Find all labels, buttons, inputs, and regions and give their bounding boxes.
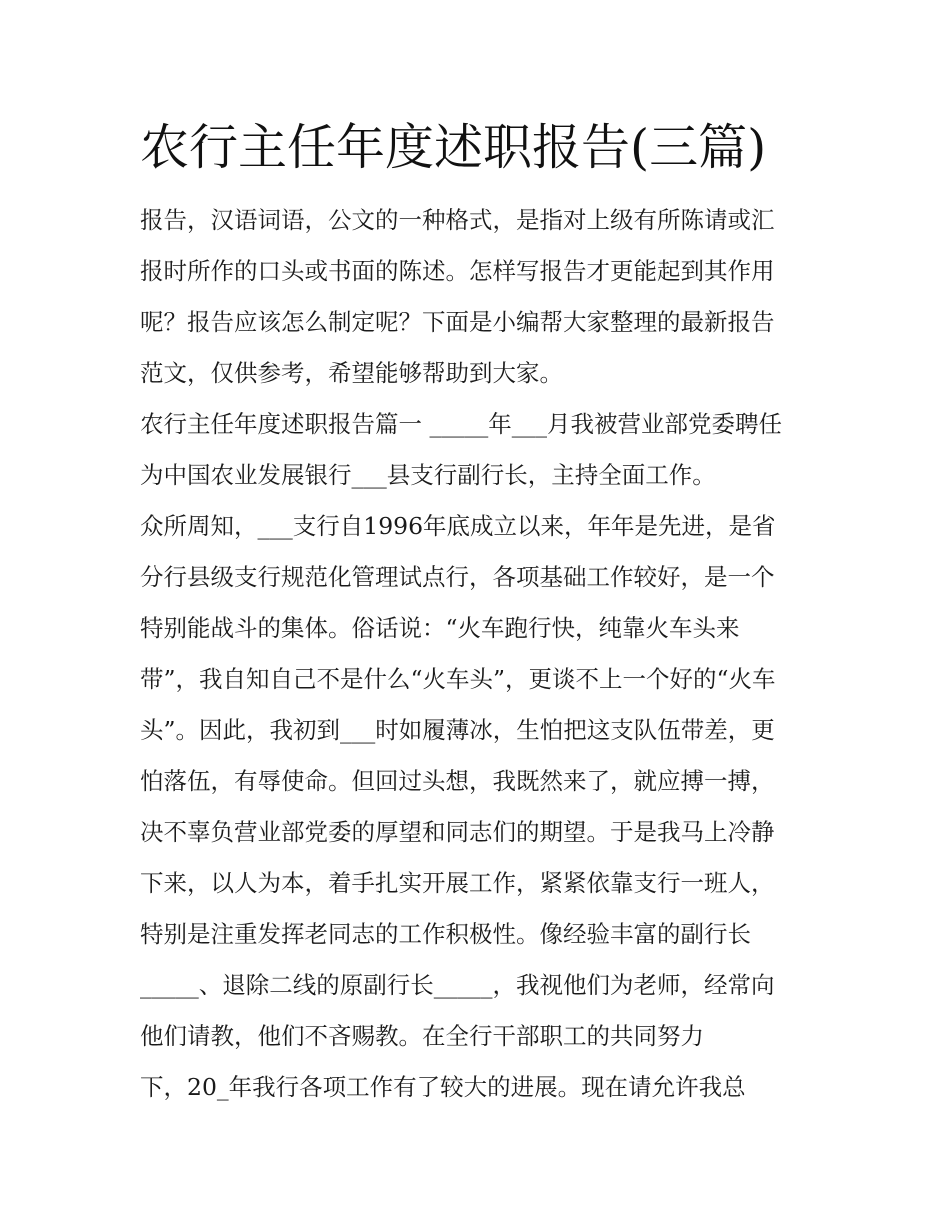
text-line: 农行主任年度述职报告篇一 _____年___月我被营业部党委聘任 bbox=[140, 410, 782, 438]
text-line: 为中国农业发展银行___县支行副行长，主持全面工作。 bbox=[140, 461, 716, 489]
text-line: 他们请教，他们不吝赐教。在全行干部职工的共同努力 bbox=[140, 1022, 704, 1050]
text-line: 呢？报告应该怎么制定呢？下面是小编帮大家整理的最新报告 bbox=[140, 308, 775, 336]
text-line: 报告，汉语词语，公文的一种格式，是指对上级有所陈请或汇 bbox=[140, 206, 775, 234]
text-line: 众所周知，___支行自1996年底成立以来，年年是先进，是省 bbox=[140, 512, 776, 540]
text-line: 特别能战斗的集体。俗话说：“火车跑行快，纯靠火车头来 bbox=[140, 614, 740, 642]
text-line: 决不辜负营业部党委的厚望和同志们的期望。于是我马上冷静 bbox=[140, 818, 775, 846]
text-line: 头”。因此，我初到___时如履薄冰，生怕把这支队伍带差，更 bbox=[140, 716, 775, 744]
text-line: 特别是注重发挥老同志的工作积极性。像经验丰富的副行长 bbox=[140, 920, 751, 948]
text-line: 分行县级支行规范化管理试点行，各项基础工作较好，是一个 bbox=[140, 563, 775, 591]
text-line: 下来，以人为本，着手扎实开展工作，紧紧依靠支行一班人， bbox=[140, 869, 775, 897]
text-line: 带”，我自知自己不是什么“火车头”，更谈不上一个好的“火车 bbox=[140, 665, 776, 693]
text-line: 报时所作的口头或书面的陈述。怎样写报告才更能起到其作用 bbox=[140, 257, 775, 285]
text-line: 怕落伍，有辱使命。但回过头想，我既然来了，就应搏一搏， bbox=[140, 767, 775, 795]
text-line: 下，20_年我行各项工作有了较大的进展。现在请允许我总 bbox=[140, 1073, 746, 1101]
text-line: 范文，仅供参考，希望能够帮助到大家。 bbox=[140, 359, 563, 387]
text-line: _____、退除二线的原副行长_____，我视他们为老师，经常向 bbox=[140, 971, 775, 999]
document-title: 农行主任年度述职报告(三篇) bbox=[140, 119, 767, 176]
